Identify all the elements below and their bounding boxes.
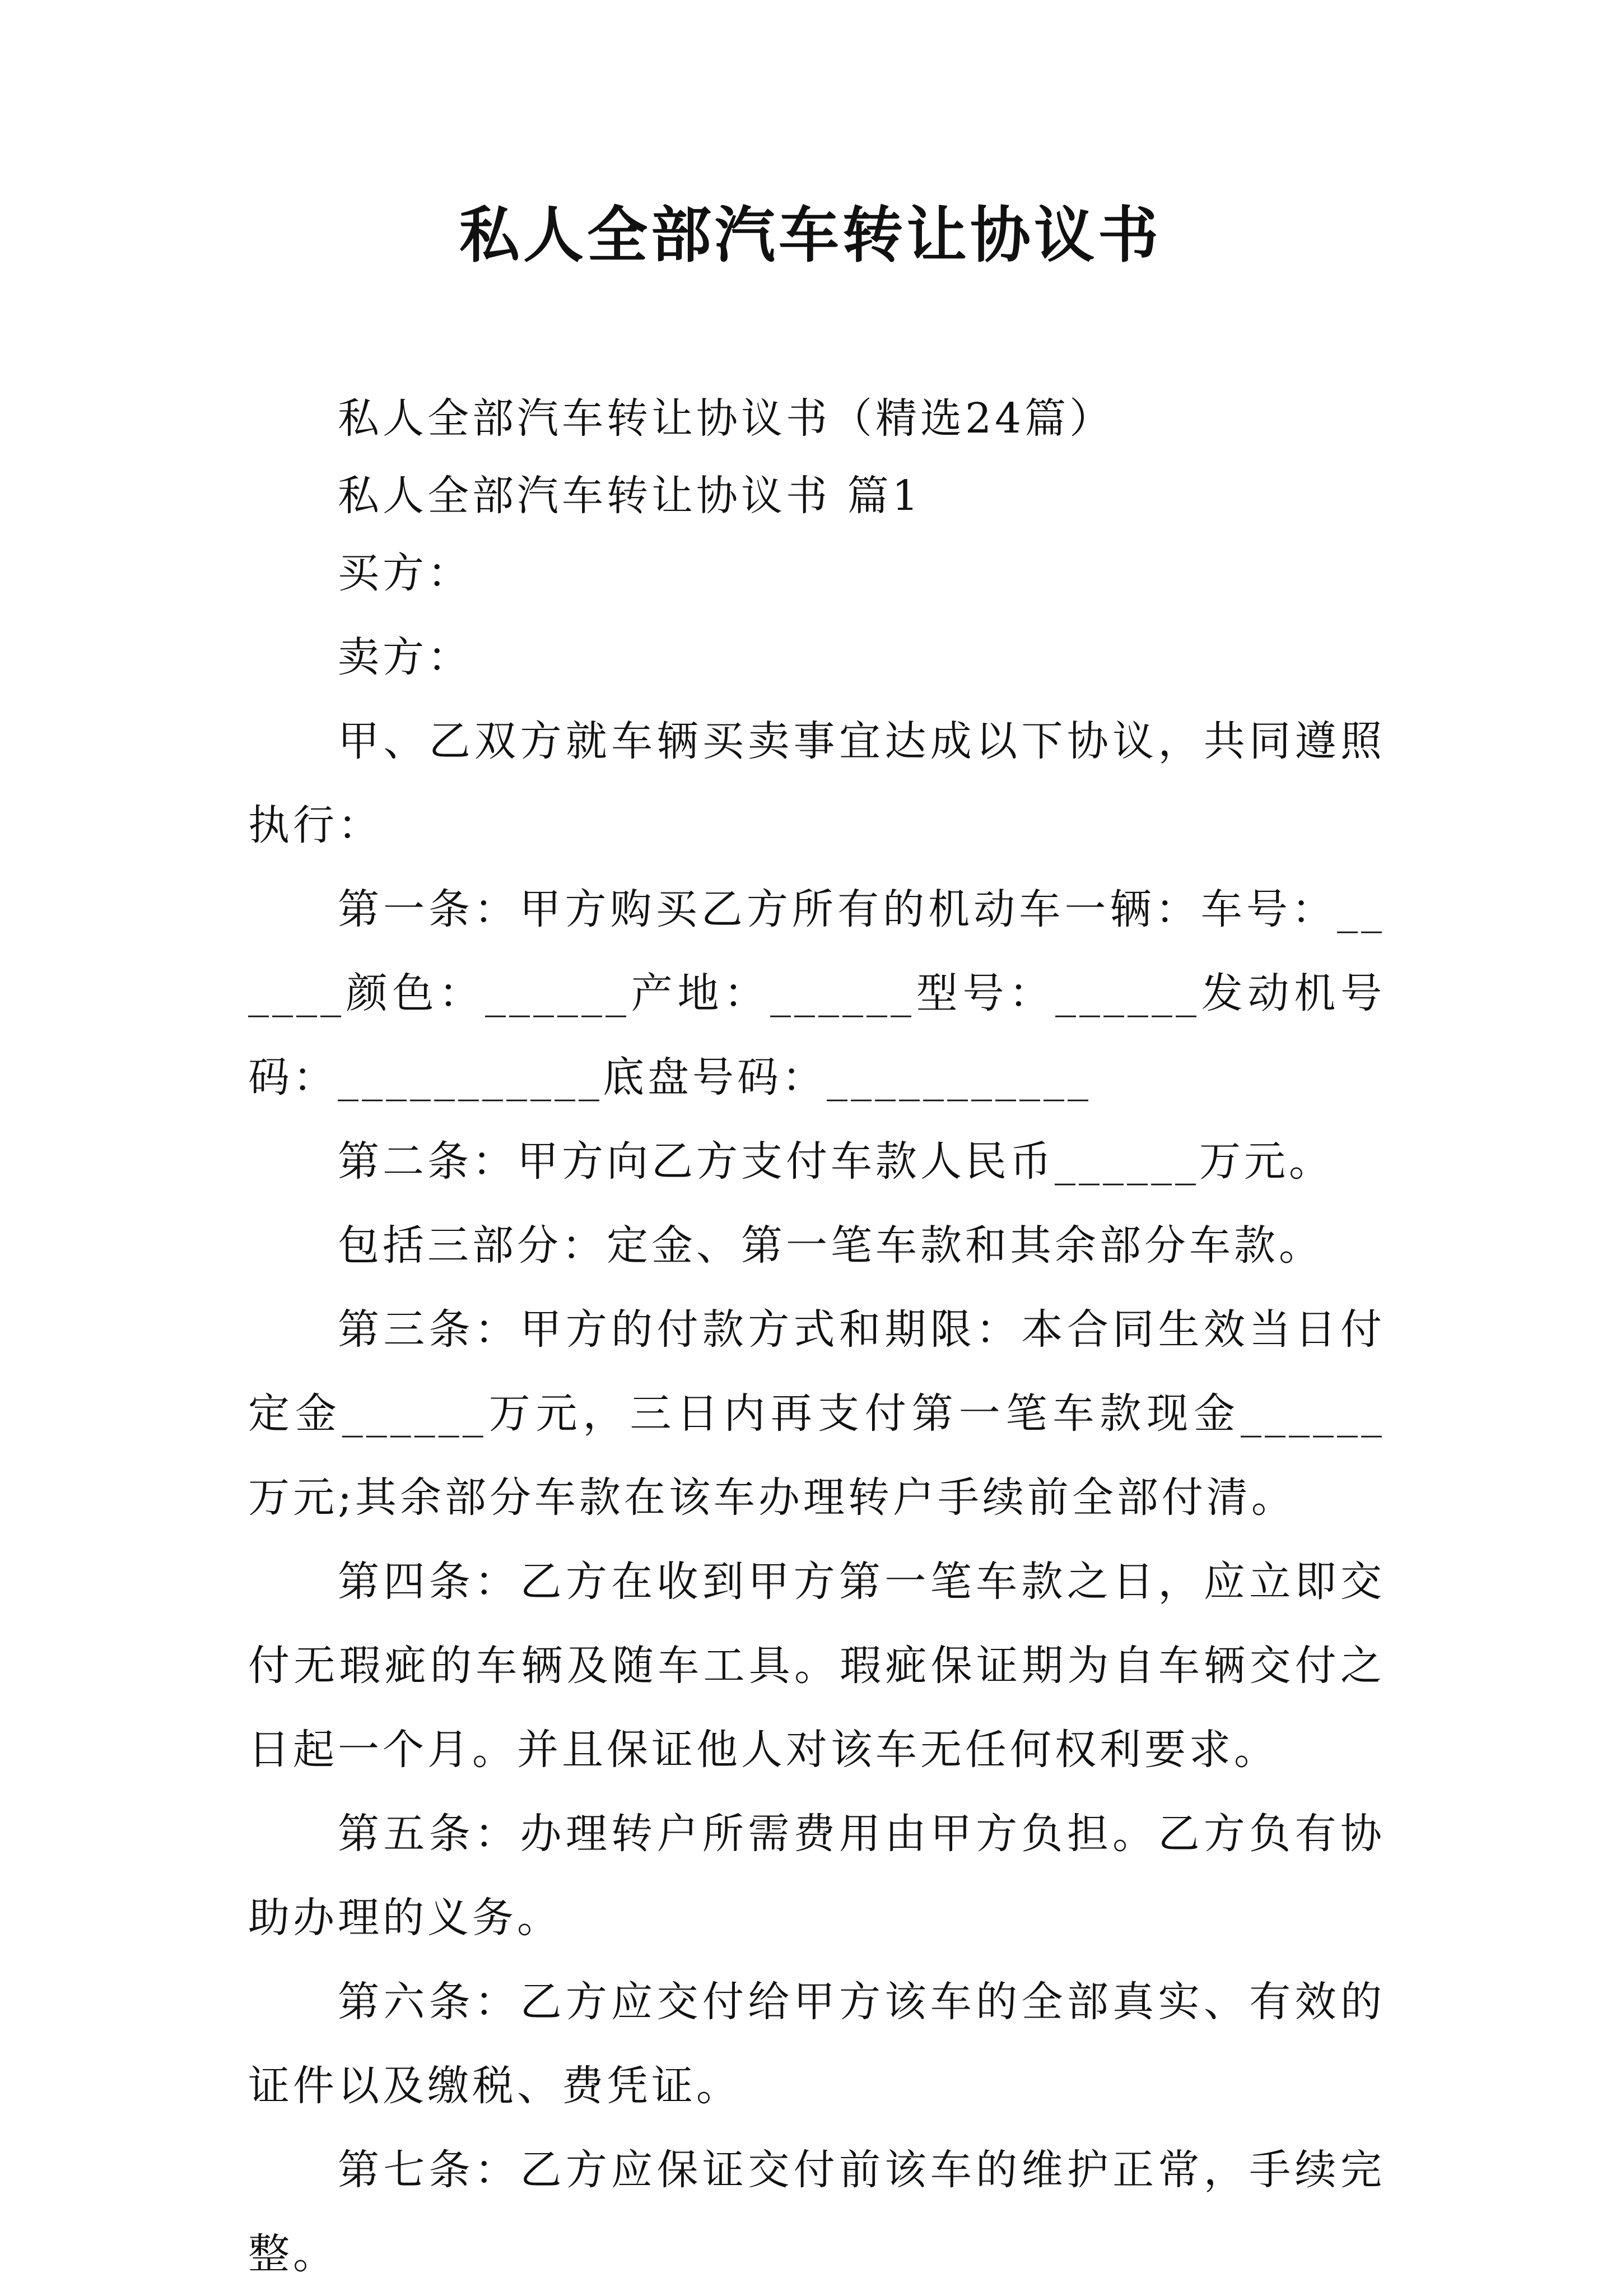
- paragraph-preamble: 甲、乙双方就车辆买卖事宜达成以下协议，共同遵照执行：: [248, 717, 1385, 849]
- document-body: [248, 377, 1385, 2296]
- clause-7: 第七条：乙方应保证交付前该车的维护正常，手续完整。: [248, 2146, 1385, 2278]
- subtitle-article-1: 私人全部汽车转让协议书 篇1: [338, 472, 922, 520]
- clause-3: 第三条：甲方的付款方式和期限：本合同生效当日付定金______万元，三日内再支付第一笔车款现金______万元;其余部分车款在该车办理转户手续前全部付清。: [248, 1305, 1385, 1522]
- subtitle-collection: 私人全部汽车转让协议书（精选24篇）: [338, 394, 1115, 443]
- seller-line: 卖方：: [338, 633, 472, 681]
- clause-6: 第六条：乙方应交付给甲方该车的全部真实、有效的证件以及缴税、费凭证。: [248, 1978, 1385, 2110]
- clause-2-detail: 包括三部分：定金、第一笔车款和其余部分车款。: [338, 1221, 1324, 1270]
- document-title: 私人全部汽车转让协议书: [459, 200, 1162, 271]
- buyer-line: 买方：: [338, 549, 472, 597]
- clause-2: 第二条：甲方向乙方支付车款人民币______万元。: [338, 1137, 1334, 1186]
- clause-4: 第四条：乙方在收到甲方第一笔车款之日，应立即交付无瑕疵的车辆及随车工具。瑕疵保证期为自车辆交付之日起一个月。并且保证他人对该车无任何权利要求。: [248, 1558, 1385, 1774]
- clause-1: 第一条：甲方购买乙方所有的机动车一辆：车号：______颜色：______产地：______型号：______发动机号码：___________底盘号码：___________: [248, 885, 1385, 1101]
- clause-5: 第五条：办理转户所需费用由甲方负担。乙方负有协助办理的义务。: [248, 1810, 1385, 1942]
